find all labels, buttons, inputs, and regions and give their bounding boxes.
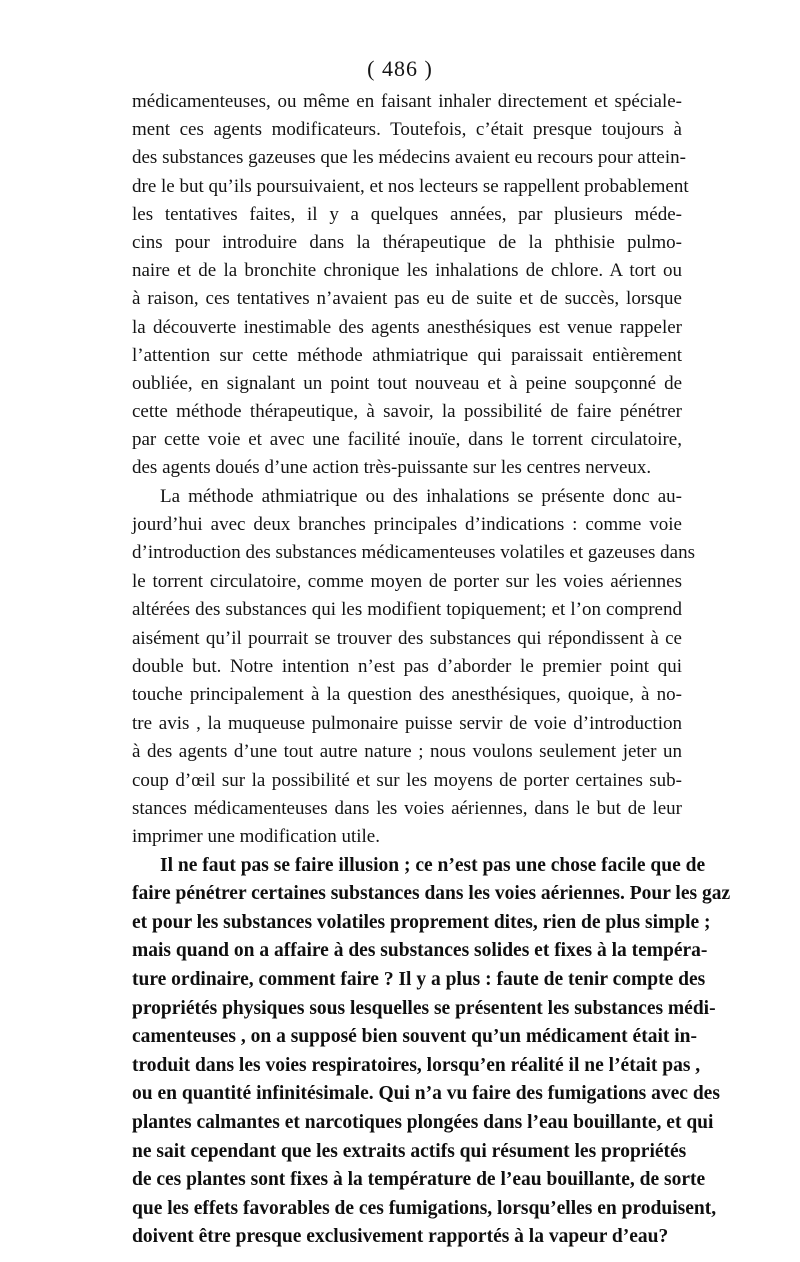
text-line: altérées des substances qui les modifient topiquement; et l’on comprend (132, 599, 682, 621)
text-line: oubliée, en signalant un point tout nouveau et à peine soupçonné de (132, 372, 682, 394)
text-line: doivent être presque exclusivement rapportés à la vapeur d’eau? (132, 1226, 669, 1248)
text-line: et pour les substances volatiles proprement dites, rien de plus simple ; (132, 911, 711, 933)
text-line: ou en quantité infinitésimale. Qui n’a vu faire des fumigations avec des (132, 1083, 720, 1105)
text-line: des agents doués d’une action très-puissante sur les centres nerveux. (132, 457, 652, 479)
text-line: aisément qu’il pourrait se trouver des substances qui répondissent à ce (132, 627, 682, 649)
text-line: camenteuses , on a supposé bien souvent qu’un médicament était in- (132, 1026, 697, 1048)
text-line: ture ordinaire, comment faire ? Il y a plus : faute de tenir compte des (132, 969, 706, 991)
text-line: la découverte inestimable des agents anesthésiques est venue rappeler (132, 316, 682, 338)
paragraph-3 (132, 852, 731, 1252)
paragraph-1 (132, 88, 689, 483)
text-line: Il ne faut pas se faire illusion ; ce n’est pas une chose facile que de (160, 854, 706, 876)
text-line: des substances gazeuses que les médecins avaient eu recours pour attein- (132, 147, 686, 169)
text-line: plantes calmantes et narcotiques plongées dans l’eau bouillante, et qui (132, 1112, 714, 1134)
text-line: propriétés physiques sous lesquelles se présentent les substances médi- (132, 997, 716, 1019)
text-line: dre le but qu’ils poursuivaient, et nos lecteurs se rappellent probablement (132, 175, 689, 197)
text-line: l’attention sur cette méthode athmiatrique qui paraissait entièrement (132, 344, 682, 366)
text-line: à des agents d’une tout autre nature ; nous voulons seulement jeter un (132, 741, 682, 763)
text-line: ne sait cependant que les extraits actifs qui résument les propriétés (132, 1140, 687, 1162)
text-line: tre avis , la muqueuse pulmonaire puisse servir de voie d’introduction (132, 712, 682, 734)
text-line: d’introduction des substances médicamenteuses volatiles et gazeuses dans (132, 542, 695, 564)
text-line: médicamenteuses, ou même en faisant inhaler directement et spéciale- (132, 91, 682, 112)
text-line: ment ces agents modificateurs. Toutefois, c’était presque toujours à (132, 119, 682, 141)
text-line: touche principalement à la question des anesthésiques, quoique, à no- (132, 684, 682, 706)
text-line: imprimer une modification utile. (132, 826, 380, 848)
text-line: cette méthode thérapeutique, à savoir, la possibilité de faire pénétrer (132, 401, 682, 423)
text-line: mais quand on a affaire à des substances solides et fixes à la tempéra- (132, 940, 708, 962)
text-line: faire pénétrer certaines substances dans les voies aériennes. Pour les gaz (132, 883, 731, 905)
text-line: que les effets favorables de ces fumigations, lorsqu’elles en produisent, (132, 1197, 717, 1219)
text-line: double but. Notre intention n’est pas d’aborder le premier point qui (132, 655, 682, 677)
text-line: jourd’hui avec deux branches principales d’indications : comme voie (132, 514, 682, 536)
page-number: ( 486 ) (367, 56, 433, 81)
text-line: à raison, ces tentatives n’avaient pas eu de suite et de succès, lorsque (132, 288, 682, 310)
text-line: naire et de la bronchite chronique les inhalations de chlore. A tort ou (132, 260, 682, 282)
body-text (132, 88, 731, 1252)
text-line: par cette voie et avec une facilité inouïe, dans le torrent circulatoire, (132, 429, 682, 451)
text-line: cins pour introduire dans la thérapeutique de la phthisie pulmo- (132, 231, 682, 253)
text-line: troduit dans les voies respiratoires, lorsqu’en réalité il ne l’était pas , (132, 1054, 701, 1076)
text-line: stances médicamenteuses dans les voies aériennes, dans le but de leur (132, 797, 682, 819)
text-line: La méthode athmiatrique ou des inhalations se présente donc au- (160, 485, 682, 507)
text-line: coup d’œil sur la possibilité et sur les moyens de porter certaines sub- (132, 769, 682, 791)
text-line: les tentatives faites, il y a quelques années, par plusieurs méde- (132, 203, 682, 225)
paragraph-2 (132, 483, 695, 852)
text-line: de ces plantes sont fixes à la température de l’eau bouillante, de sorte (132, 1169, 706, 1191)
text-line: le torrent circulatoire, comme moyen de porter sur les voies aériennes (132, 570, 682, 592)
